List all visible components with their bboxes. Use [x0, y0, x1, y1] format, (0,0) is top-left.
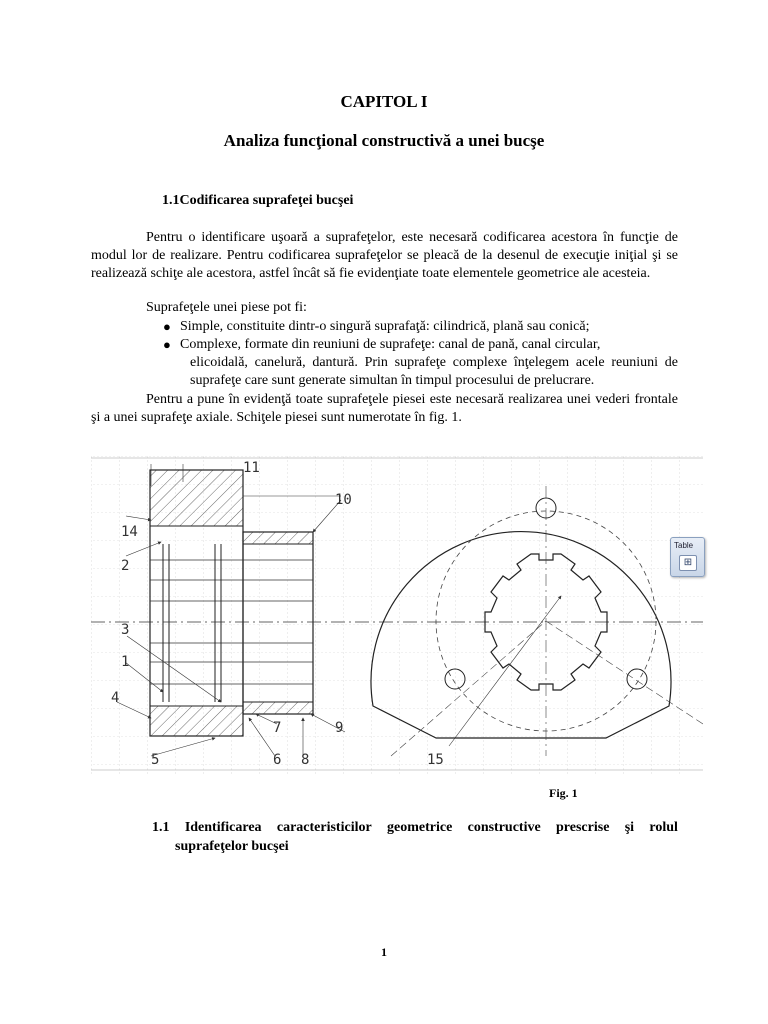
paragraph-3: Pentru a pune în evidenţă toate suprafeţele piesei este necesară realizarea unei vederi frontale şi a unei suprafeţe axiale. Schiţele piesei sunt numerotate în fig. 1. — [91, 392, 678, 425]
paragraph-2: Suprafeţele unei piese pot fi: — [146, 300, 307, 315]
heading-word: prescrise — [556, 820, 610, 835]
heading-word: geometrice — [387, 820, 453, 835]
section-heading-line-2: suprafeţelor bucşei — [175, 839, 289, 854]
label-11: 11 — [243, 460, 260, 476]
label-14: 14 — [121, 524, 138, 540]
chapter-heading: CAPITOL I — [340, 92, 428, 111]
label-3: 3 — [121, 622, 130, 638]
paragraph-1: Pentru o identificare uşoară a suprafeţelor, este necesară codificarea acestora în funcţie de modul lor de realizare. Pentru codificarea suprafeţelor se pleacă de la desenul de execuţie iniţial şi se realizează schiţe ale acestora, astfel încât să fie evidenţiate toate elementele geometrice ale acesteia. — [91, 230, 678, 281]
label-9: 9 — [335, 720, 344, 736]
label-2: 2 — [121, 558, 130, 574]
label-7: 7 — [273, 720, 282, 736]
bullet-icon: ● — [163, 337, 171, 352]
heading-word: 1.1 — [152, 820, 170, 835]
label-8: 8 — [301, 752, 310, 768]
heading-word: constructive — [467, 820, 541, 835]
heading-word: şi — [624, 820, 635, 835]
heading-word: caracteristicilor — [276, 820, 372, 835]
label-1: 1 — [121, 654, 130, 670]
list-item-text: Simple, constituite dintr-o singură suprafaţă: cilindrică, plană sau conică; — [180, 319, 590, 334]
label-5: 5 — [151, 752, 160, 768]
list-item-text: Complexe, formate din reuniuni de suprafeţe: canal de pană, canal circular, — [180, 337, 601, 352]
drawing-svg — [91, 456, 703, 776]
table-toolbar[interactable] — [670, 537, 705, 577]
section-heading-1-1-b — [152, 818, 678, 856]
label-15: 15 — [427, 752, 444, 768]
technical-drawing — [91, 456, 703, 776]
page-number: 1 — [381, 945, 387, 959]
toolbar-label: Table — [674, 541, 694, 550]
section-heading-1-1: 1.1Codificarea suprafeţei bucşei — [162, 193, 354, 208]
document-title: Analiza funcţional constructivă a unei bucşe — [223, 131, 545, 150]
table-grid-icon[interactable]: ⊞ — [679, 555, 697, 571]
surface-types-list — [160, 318, 678, 390]
label-4: 4 — [111, 690, 120, 706]
section-heading-line-1 — [152, 818, 678, 837]
bullet-icon: ● — [163, 319, 171, 334]
list-item — [160, 336, 678, 390]
label-6: 6 — [273, 752, 282, 768]
figure-caption: Fig. 1 — [549, 786, 578, 800]
list-item-continuation: elicoidală, canelură, dantură. Prin suprafeţe complexe înţelegem acele reuniuni de suprafeţe care sunt generate simultan în timpul procesului de prelucrare. — [190, 355, 678, 388]
list-item — [160, 318, 678, 336]
heading-word: rolul — [649, 820, 678, 835]
label-10: 10 — [335, 492, 352, 508]
heading-word: Identificarea — [184, 820, 262, 835]
